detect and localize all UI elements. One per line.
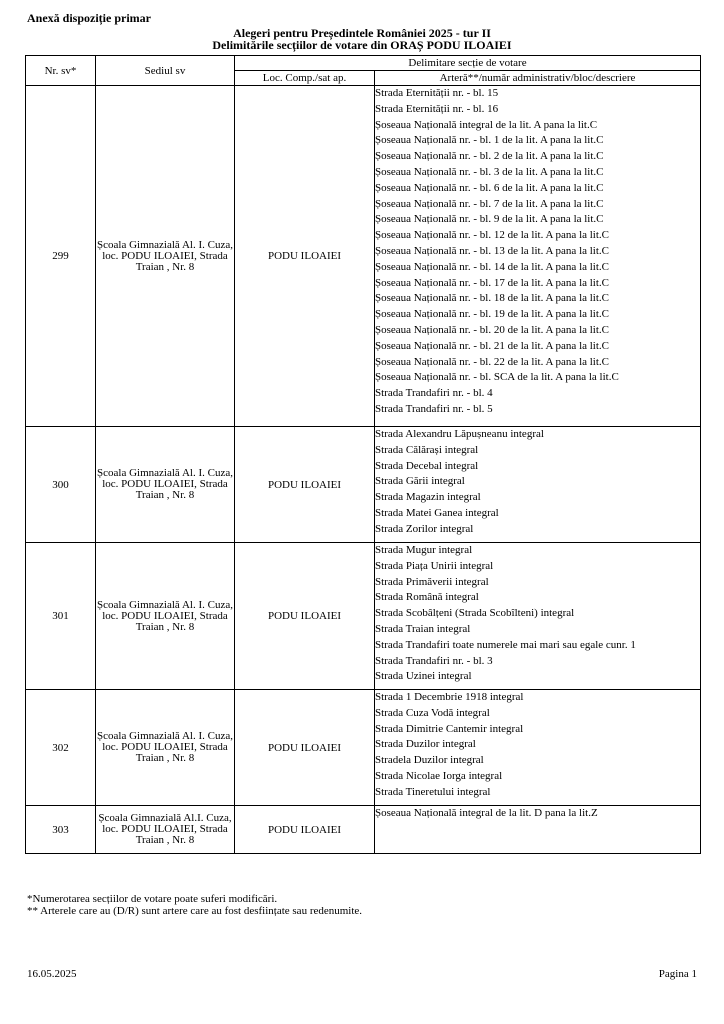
street-item: Șoseaua Națională nr. - bl. 21 de la lit. A pana la lit.C xyxy=(375,339,610,352)
street-item: Strada Trandafiri nr. - bl. 3 xyxy=(375,654,493,667)
street-item: Șoseaua Națională nr. - bl. 13 de la lit. A pana la lit.C xyxy=(375,244,610,257)
title-line-1: Alegeri pentru Președintele României 2025 - tur II xyxy=(233,26,491,40)
page-number: Pagina 1 xyxy=(658,968,697,980)
locality: PODU ILOAIEI xyxy=(235,806,375,854)
section-number: 302 xyxy=(26,690,96,806)
street-item: Strada Tineretului integral xyxy=(375,785,491,798)
table-row xyxy=(26,543,701,690)
street-item: Strada Trandafiri toate numerele mai mari sau egale cunr. 1 xyxy=(375,638,636,651)
section-location: Școala Gimnazială Al. I. Cuza, loc. PODU ILOAIEI, Strada Traian , Nr. 8 xyxy=(96,427,235,543)
title-line-2: Delimitările secțiilor de votare din ORAȘ PODU ILOAIEI xyxy=(212,38,512,52)
streets-cell xyxy=(375,427,701,543)
street-item: Șoseaua Națională nr. - bl. 17 de la lit. A pana la lit.C xyxy=(375,276,610,289)
street-item: Strada Nicolae Iorga integral xyxy=(375,769,503,782)
street-item: Șoseaua Națională nr. - bl. 1 de la lit. A pana la lit.C xyxy=(375,134,604,147)
footnote-2: ** Arterele care au (D/R) sunt artere care au fost desființate sau redenumite. xyxy=(27,905,363,917)
streets-cell xyxy=(375,806,701,854)
streets-cell xyxy=(375,543,701,690)
street-item: Strada Română integral xyxy=(375,591,479,604)
street-item: Șoseaua Națională nr. - bl. 22 de la lit. A pana la lit.C xyxy=(375,355,610,368)
street-item: Strada Cuza Vodă integral xyxy=(375,706,490,719)
street-item: Strada Trandafiri nr. - bl. 5 xyxy=(375,402,493,415)
streets-cell xyxy=(375,86,701,427)
street-item: Strada Eternității nr. - bl. 15 xyxy=(375,87,499,99)
section-location: Școala Gimnazială Al. I. Cuza, loc. PODU ILOAIEI, Strada Traian , Nr. 8 xyxy=(96,690,235,806)
street-item: Strada 1 Decembrie 1918 integral xyxy=(375,691,524,703)
street-item: Strada Primăverii integral xyxy=(375,575,489,588)
street-item: Strada Mugur integral xyxy=(375,544,473,556)
street-item: Strada Duzilor integral xyxy=(375,738,476,751)
table-body xyxy=(26,86,701,854)
street-item: Strada Călărași integral xyxy=(375,443,479,456)
streets-cell xyxy=(375,690,701,806)
table-row xyxy=(26,427,701,543)
header-artera: Arteră**/număr administrativ/bloc/descriere xyxy=(375,71,701,86)
street-item: Șoseaua Națională nr. - bl. 9 de la lit. A pana la lit.C xyxy=(375,213,604,226)
document-title xyxy=(0,27,724,51)
street-item: Strada Dimitrie Cantemir integral xyxy=(375,722,524,735)
street-item: Șoseaua Națională integral de la lit. D pana la lit.Z xyxy=(375,807,598,819)
header-sediu: Sediul sv xyxy=(96,56,235,86)
street-item: Șoseaua Națională nr. - bl. 20 de la lit. A pana la lit.C xyxy=(375,323,610,336)
street-item: Strada Eternității nr. - bl. 16 xyxy=(375,102,499,115)
section-location: Școala Gimnazială Al.I. Cuza, loc. PODU ILOAIEI, Strada Traian , Nr. 8 xyxy=(96,806,235,854)
table-row xyxy=(26,690,701,806)
street-item: Strada Scobâlțeni (Strada Scobîlteni) integral xyxy=(375,607,575,620)
street-item: Șoseaua Națională nr. - bl. 19 de la lit. A pana la lit.C xyxy=(375,308,610,321)
street-item: Strada Piața Unirii integral xyxy=(375,559,494,572)
locality: PODU ILOAIEI xyxy=(235,86,375,427)
locality: PODU ILOAIEI xyxy=(235,543,375,690)
section-number: 303 xyxy=(26,806,96,854)
street-item: Șoseaua Națională integral de la lit. A pana la lit.C xyxy=(375,118,598,131)
street-item: Șoseaua Națională nr. - bl. 3 de la lit. A pana la lit.C xyxy=(375,165,604,178)
street-item: Strada Zorilor integral xyxy=(375,522,474,535)
street-item: Strada Decebal integral xyxy=(375,459,479,472)
table-header xyxy=(26,56,701,86)
table-row xyxy=(26,806,701,854)
section-number: 299 xyxy=(26,86,96,427)
street-item: Strada Trandafiri nr. - bl. 4 xyxy=(375,387,493,400)
footnote-1: *Numerotarea secțiilor de votare poate suferi modificări. xyxy=(27,893,278,905)
street-item: Strada Traian integral xyxy=(375,622,471,635)
street-item: Strada Magazin integral xyxy=(375,491,481,504)
street-item: Șoseaua Națională nr. - bl. 2 de la lit. A pana la lit.C xyxy=(375,150,604,163)
street-item: Strada Matei Ganea integral xyxy=(375,506,499,519)
street-item: Șoseaua Națională nr. - bl. SCA de la lit. A pana la lit.C xyxy=(375,371,619,384)
header-delimitare: Delimitare secție de votare xyxy=(235,56,701,71)
header-nr: Nr. sv* xyxy=(26,56,96,86)
locality: PODU ILOAIEI xyxy=(235,427,375,543)
section-location: Școala Gimnazială Al. I. Cuza, loc. PODU ILOAIEI, Strada Traian , Nr. 8 xyxy=(96,86,235,427)
street-item: Stradela Duzilor integral xyxy=(375,754,484,767)
document-date: 16.05.2025 xyxy=(27,968,77,980)
street-item: Șoseaua Națională nr. - bl. 14 de la lit. A pana la lit.C xyxy=(375,260,610,273)
street-item: Strada Gării integral xyxy=(375,475,465,488)
section-number: 301 xyxy=(26,543,96,690)
street-item: Strada Uzinei integral xyxy=(375,670,472,683)
sections-table xyxy=(25,55,701,854)
table-row xyxy=(26,86,701,427)
section-number: 300 xyxy=(26,427,96,543)
annex-label: Anexă dispoziție primar xyxy=(27,11,151,25)
street-item: Șoseaua Națională nr. - bl. 7 de la lit. A pana la lit.C xyxy=(375,197,604,210)
section-location: Școala Gimnazială Al. I. Cuza, loc. PODU ILOAIEI, Strada Traian , Nr. 8 xyxy=(96,543,235,690)
street-item: Șoseaua Națională nr. - bl. 18 de la lit. A pana la lit.C xyxy=(375,292,610,305)
locality: PODU ILOAIEI xyxy=(235,690,375,806)
street-item: Șoseaua Națională nr. - bl. 12 de la lit. A pana la lit.C xyxy=(375,229,610,242)
street-item: Șoseaua Națională nr. - bl. 6 de la lit. A pana la lit.C xyxy=(375,181,604,194)
street-item: Strada Alexandru Lăpușneanu integral xyxy=(375,428,544,440)
header-loc: Loc. Comp./sat ap. xyxy=(235,71,375,86)
